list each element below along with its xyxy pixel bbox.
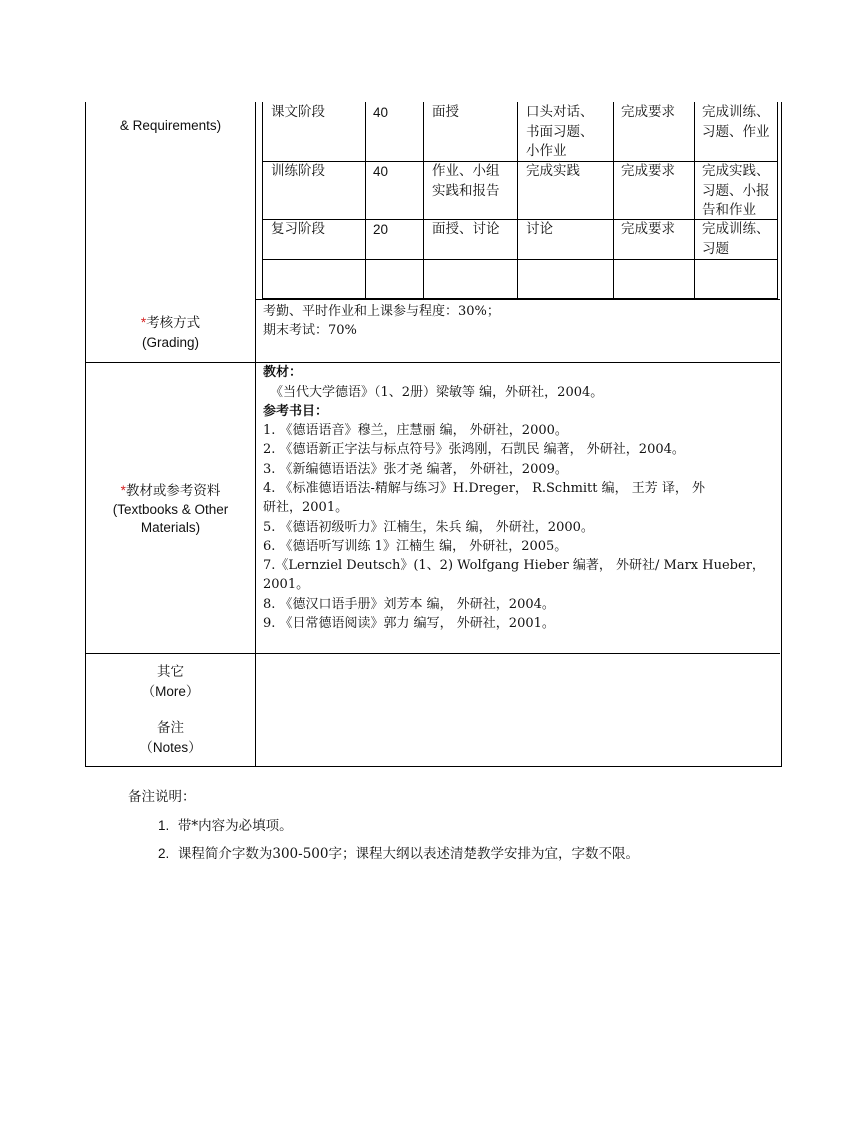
requirements-label — [86, 117, 255, 135]
row1-stage: 课文阶段 — [271, 104, 325, 120]
reference-item: 研社，2001。 — [263, 500, 349, 515]
schedule-col-3 — [423, 102, 424, 299]
row1-require: 完成要求 — [621, 104, 675, 120]
grading-line-1: 考勤、平时作业和上课参与程度：30%； — [263, 304, 500, 319]
schedule-col-6 — [694, 102, 695, 299]
row1-hours: 40 — [373, 105, 389, 120]
reference-item: 7.《Lernziel Deutsch》(1、2) Wolfgang Hieber 编著， 外研社/ Marx Hueber， — [263, 558, 765, 573]
textbook-heading: 教材： — [263, 365, 303, 380]
row3-method: 面授、讨论 — [432, 221, 500, 237]
footnote-item: 1. 带*内容为必填项。 — [158, 818, 293, 834]
row1-activity: 口头对话、 书面习题、 小作业 — [526, 104, 594, 159]
schedule-row-line — [262, 161, 778, 162]
more-label — [86, 663, 255, 701]
required-star: * — [120, 483, 126, 498]
grading-line-2: 期末考试：70% — [263, 323, 357, 338]
more-label-en: （More） — [141, 684, 200, 699]
reference-item: 4. 《标准德语语法-精解与练习》H.Dreger， R.Schmitt 编， 王芳 译， 外 — [263, 481, 706, 496]
reference-item: 5. 《德语初级听力》江楠生，朱兵 编， 外研社，2000。 — [263, 520, 594, 535]
schedule-row-line — [262, 259, 778, 260]
notes-label-en: （Notes） — [139, 740, 202, 755]
grading-label — [86, 314, 255, 352]
materials-label-cn: 教材或参考资料 — [125, 483, 221, 498]
reference-item: 1. 《德语语音》穆兰，庄慧丽 编， 外研社，2000。 — [263, 423, 568, 438]
schedule-col-5 — [613, 102, 614, 299]
schedule-col-4 — [517, 102, 518, 299]
more-top-border — [85, 653, 780, 654]
grading-label-cn: 考核方式 — [146, 315, 201, 330]
footnote-item: 2. 课程简介字数为300-500字；课程大纲以表述清楚教学安排为宜，字数不限。 — [158, 846, 639, 862]
grading-top-border — [255, 299, 780, 300]
requirements-label-text: & Requirements) — [119, 118, 222, 133]
schedule-col-7 — [777, 102, 778, 299]
schedule-col-2 — [365, 102, 366, 299]
reference-heading: 参考书目： — [263, 404, 329, 419]
row3-hours: 20 — [373, 222, 389, 237]
row2-hours: 40 — [373, 164, 389, 179]
row1-method: 面授 — [432, 104, 459, 120]
materials-label — [86, 482, 255, 537]
reference-item: 8. 《德汉口语手册》刘芳本 编， 外研社，2004。 — [263, 597, 555, 612]
materials-label-en-2: Materials) — [140, 520, 201, 535]
row3-activity: 讨论 — [526, 221, 553, 237]
row2-assess: 完成实践、 习题、小报 告和作业 — [702, 163, 770, 218]
row2-activity: 完成实践 — [526, 163, 580, 179]
row2-require: 完成要求 — [621, 163, 675, 179]
label-column-divider — [255, 102, 256, 766]
textbook-entry: 《当代大学德语》（1、2册）梁敏等 编，外研社，2004。 — [270, 385, 604, 400]
reference-item: 6. 《德语听写训练 1》江楠生 编， 外研社，2005。 — [263, 539, 568, 554]
row2-stage: 训练阶段 — [271, 163, 325, 179]
notes-label — [86, 719, 255, 757]
footnote-title: 备注说明： — [128, 789, 196, 805]
schedule-col-1 — [262, 102, 263, 299]
required-star: * — [140, 315, 147, 330]
row3-stage: 复习阶段 — [271, 221, 325, 237]
more-label-cn: 其它 — [157, 664, 184, 679]
row3-assess: 完成训练、 习题 — [702, 221, 770, 257]
reference-item: 2001。 — [263, 577, 310, 592]
reference-item: 2. 《德语新正字法与标点符号》张鸿刚，石凯民 编著， 外研社，2004。 — [263, 442, 685, 457]
row3-require: 完成要求 — [621, 221, 675, 237]
reference-item: 9. 《日常德语阅读》郭力 编写， 外研社，2001。 — [263, 616, 555, 631]
notes-label-cn: 备注 — [157, 720, 184, 735]
row1-assess: 完成训练、 习题、作业 — [702, 104, 770, 140]
grading-label-en: (Grading) — [141, 335, 200, 350]
row2-method: 作业、小组 实践和报告 — [432, 163, 500, 199]
materials-top-border — [85, 362, 780, 363]
schedule-row-line — [262, 219, 778, 220]
reference-item: 3. 《新编德语语法》张才尧 编著， 外研社，2009。 — [263, 462, 568, 477]
materials-label-en-1: (Textbooks & Other — [112, 502, 229, 517]
